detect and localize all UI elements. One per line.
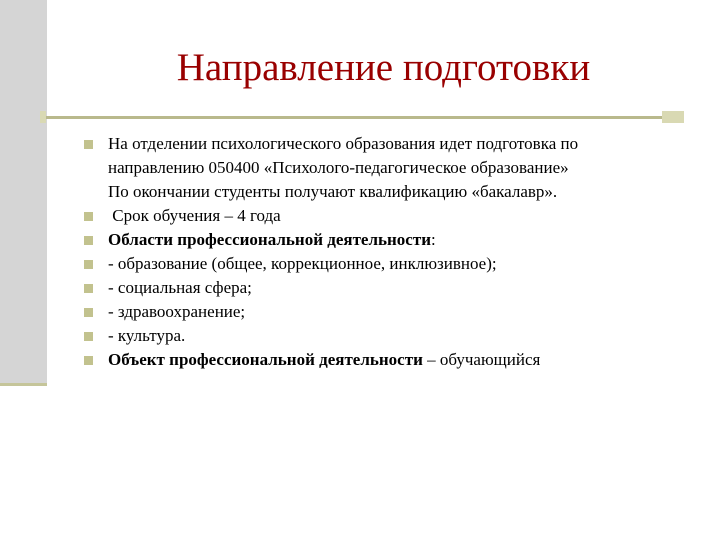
bullet-text-plain: Срок обучения – 4 года: [108, 206, 281, 225]
square-bullet-icon: [84, 140, 93, 149]
square-bullet-icon: [84, 356, 93, 365]
square-bullet-icon: [84, 332, 93, 341]
bullet-item: [84, 324, 704, 348]
bullet-text: - социальная сфера;: [108, 278, 252, 297]
bullet-text-bold: Области профессиональной деятельности: [108, 230, 431, 249]
bullet-text-line: По окончании студенты получают квалификацию «бакалавр».: [108, 182, 558, 201]
square-bullet-icon: [84, 236, 93, 245]
bullet-item: [84, 348, 704, 372]
divider-right-block: [662, 111, 684, 123]
bullet-text-plain: – обучающийся: [422, 350, 541, 369]
bullet-item: [84, 276, 704, 300]
square-bullet-icon: [84, 260, 93, 269]
slide-title: Направление подготовки: [176, 46, 591, 89]
bullet-text: [108, 204, 704, 228]
bullet-item: [84, 204, 704, 228]
bullet-text: - здравоохранение;: [108, 302, 246, 321]
sidebar-edge-decoration: [0, 383, 47, 386]
bullet-text: - образование (общее, коррекционное, инклюзивное);: [108, 254, 497, 273]
bullet-item: [84, 132, 704, 204]
bullet-text: [108, 228, 704, 252]
square-bullet-icon: [84, 308, 93, 317]
divider-line: [46, 116, 662, 119]
bullet-text: [108, 348, 704, 372]
bullet-list: [84, 132, 704, 372]
bullet-text-bold: Объект профессиональной деятельности: [108, 350, 423, 369]
bullet-text-line: На отделении психологического образования идет подготовка по: [108, 134, 579, 153]
bullet-item: [84, 252, 704, 276]
sidebar-decoration: [0, 0, 47, 383]
square-bullet-icon: [84, 212, 93, 221]
bullet-item: [84, 300, 704, 324]
bullet-text: - культура.: [108, 326, 186, 345]
square-bullet-icon: [84, 284, 93, 293]
bullet-text-plain: :: [431, 230, 436, 249]
bullet-text-line: направлению 050400 «Психолого-педагогическое образование»: [108, 158, 569, 177]
title-divider: [40, 111, 684, 123]
bullet-item: [84, 228, 704, 252]
